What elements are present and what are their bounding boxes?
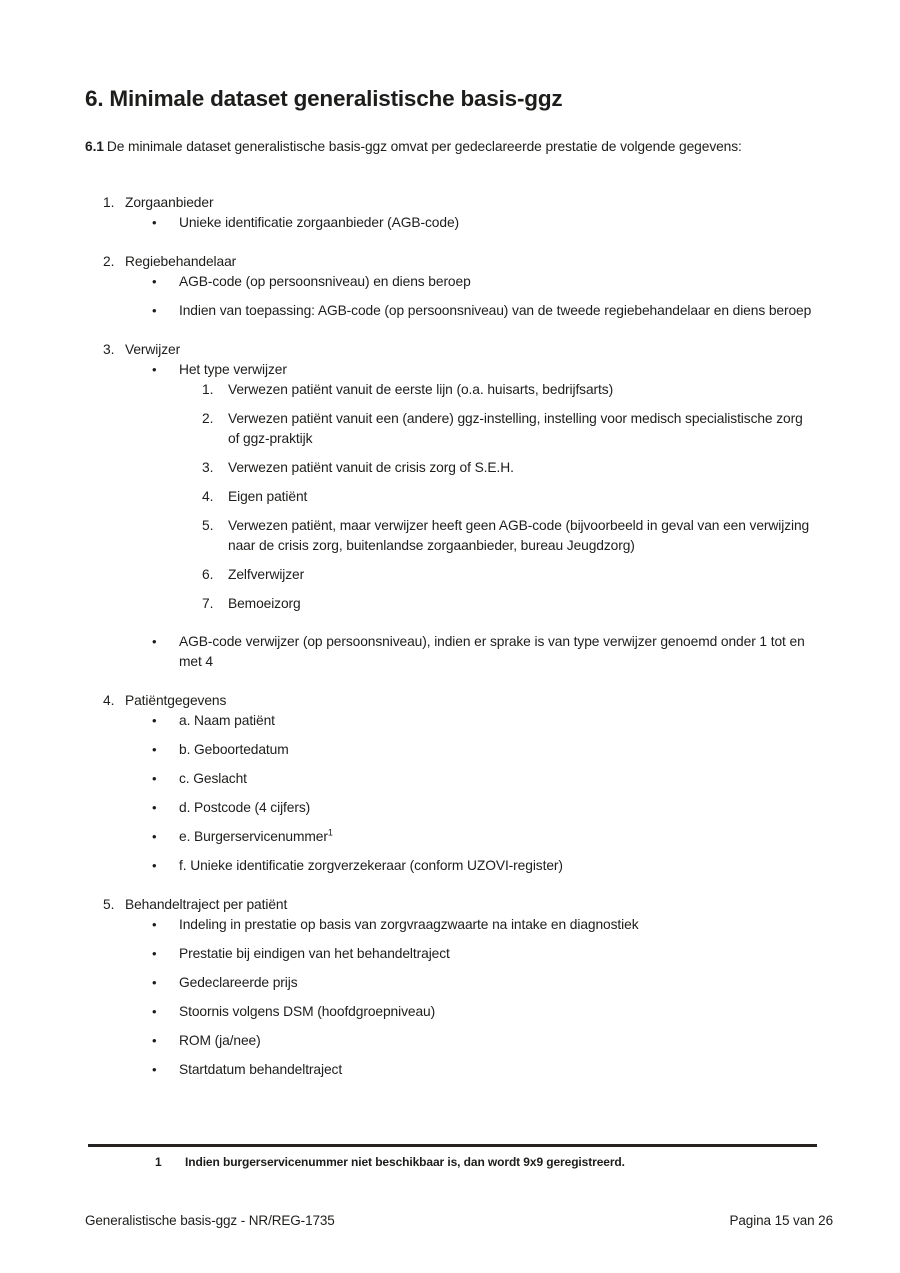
section-heading (85, 340, 817, 360)
sub-item-number: 6. (202, 567, 214, 582)
bullet-icon (152, 711, 179, 731)
bullet-text-line (179, 1031, 817, 1051)
intro-paragraph (85, 136, 817, 158)
bullet-icon (152, 827, 179, 847)
bullet-body (179, 360, 817, 623)
sub-item-text: Verwezen patiënt vanuit de eerste lijn (o.a. huisarts, bedrijfsarts) (228, 382, 614, 397)
sub-item-text: Zelfverwijzer (228, 567, 305, 582)
bullet-text: Het type verwijzer (179, 362, 287, 377)
footnote-marker: 1 (155, 1155, 162, 1169)
section-heading (85, 252, 817, 272)
bullet-body (179, 1031, 817, 1051)
bullet-text-line (179, 915, 817, 935)
bullet-body (179, 827, 817, 847)
section-label: Zorgaanbieder (125, 195, 214, 210)
footnote-divider (88, 1144, 817, 1147)
bullet-item (85, 798, 817, 818)
section-label: Behandeltraject per patiënt (125, 897, 288, 912)
bullet-icon (152, 1031, 179, 1051)
section-bullets (85, 915, 817, 1080)
bullet-icon (152, 213, 179, 233)
bullet-text: Indien van toepassing: AGB-code (op persoonsniveau) van de tweede regiebehandelaar en diens beroep (179, 303, 812, 318)
bullet-body (179, 973, 817, 993)
bullet-body (179, 944, 817, 964)
section-bullets (85, 711, 817, 876)
bullet-body (179, 915, 817, 935)
page-title: 6. Minimale dataset generalistische basis-ggz (85, 86, 563, 111)
bullet-icon (152, 740, 179, 760)
bullet-icon (152, 301, 179, 321)
bullet-body (179, 213, 817, 233)
bullet-item (85, 632, 817, 672)
sublist (179, 380, 817, 614)
bullet-text-line (179, 1002, 817, 1022)
bullet-text: a. Naam patiënt (179, 713, 275, 728)
bullet-text: Stoornis volgens DSM (hoofdgroepniveau) (179, 1004, 436, 1019)
bullet-item (85, 973, 817, 993)
section-label: Verwijzer (125, 342, 181, 357)
bullet-text: e. Burgerservicenummer (179, 829, 328, 844)
bullet-icon (152, 944, 179, 964)
bullet-icon (152, 360, 179, 623)
bullet-body (179, 1060, 817, 1080)
bullet-text: b. Geboortedatum (179, 742, 289, 757)
bullet-text: f. Unieke identificatie zorgverzekeraar (conform UZOVI-register) (179, 858, 563, 873)
bullet-text: Startdatum behandeltraject (179, 1062, 343, 1077)
sub-item-number: 7. (202, 596, 214, 611)
footer-document-reference: Generalistische basis-ggz - NR/REG-1735 (85, 1213, 335, 1228)
bullet-body (179, 798, 817, 818)
sub-item-number: 1. (202, 382, 214, 397)
section-number: 3. (103, 342, 115, 357)
footnote-reference: 1 (327, 827, 333, 838)
bullet-icon (152, 1060, 179, 1080)
bullet-icon (152, 798, 179, 818)
bullet-text-line (179, 272, 817, 292)
bullet-item (85, 827, 817, 847)
section-bullets (85, 360, 817, 672)
bullet-text: c. Geslacht (179, 771, 247, 786)
sub-list-item (179, 516, 817, 556)
bullet-text-line (179, 213, 817, 233)
sub-list-item (179, 409, 817, 449)
bullet-text: Indeling in prestatie op basis van zorgvraagzwaarte na intake en diagnostiek (179, 917, 639, 932)
bullet-text-line (179, 1060, 817, 1080)
bullet-item (85, 360, 817, 623)
sub-list-item (179, 458, 817, 478)
sub-item-text: Bemoeizorg (228, 596, 301, 611)
outline-section (85, 193, 817, 233)
footnote-text: Indien burgerservicenummer niet beschikbaar is, dan wordt 9x9 geregistreerd. (185, 1155, 625, 1169)
footer-page-number: Pagina 15 van 26 (729, 1213, 833, 1228)
bullet-text: Gedeclareerde prijs (179, 975, 298, 990)
sub-list-item (179, 594, 817, 614)
bullet-icon (152, 769, 179, 789)
section-label: Regiebehandelaar (125, 254, 237, 269)
footnote (85, 1154, 817, 1170)
bullet-icon (152, 272, 179, 292)
bullet-item (85, 213, 817, 233)
sub-item-number: 4. (202, 489, 214, 504)
section-heading (85, 895, 817, 915)
bullet-text-line (179, 301, 817, 321)
bullet-item (85, 856, 817, 876)
sub-item-number: 2. (202, 411, 214, 426)
bullet-body (179, 632, 817, 672)
intro-section-number: 6.1 (85, 139, 104, 154)
outline-section (85, 252, 817, 321)
bullet-item (85, 1031, 817, 1051)
section-number: 5. (103, 897, 115, 912)
bullet-item (85, 944, 817, 964)
bullet-body (179, 740, 817, 760)
bullet-body (179, 301, 817, 321)
bullet-item (85, 301, 817, 321)
bullet-body (179, 711, 817, 731)
document-content (85, 0, 817, 1080)
bullet-text-line (179, 632, 817, 672)
bullet-text: ROM (ja/nee) (179, 1033, 261, 1048)
bullet-icon (152, 632, 179, 672)
bullet-text-line (179, 944, 817, 964)
section-number: 4. (103, 693, 115, 708)
sub-list-item (179, 487, 817, 507)
section-bullets (85, 272, 817, 321)
bullet-body (179, 856, 817, 876)
outline (85, 193, 817, 1080)
section-label: Patiëntgegevens (125, 693, 227, 708)
bullet-text-line (179, 827, 817, 847)
outline-section (85, 691, 817, 876)
bullet-item (85, 711, 817, 731)
bullet-body (179, 1002, 817, 1022)
bullet-item (85, 1002, 817, 1022)
bullet-item (85, 769, 817, 789)
sub-item-text: Verwezen patiënt, maar verwijzer heeft geen AGB-code (bijvoorbeeld in geval van een verwijzing naar de crisis zorg, buitenlandse zorgaanbieder, bureau Jeugdzorg) (228, 518, 810, 553)
bullet-icon (152, 915, 179, 935)
bullet-text-line (179, 360, 817, 380)
sub-item-text: Eigen patiënt (228, 489, 308, 504)
page-footer (85, 1212, 833, 1230)
section-number: 1. (103, 195, 115, 210)
outline-section (85, 340, 817, 672)
outline-section (85, 895, 817, 1080)
intro-text: De minimale dataset generalistische basis-ggz omvat per gedeclareerde prestatie de volgende gegevens: (106, 139, 742, 154)
sub-item-number: 3. (202, 460, 214, 475)
bullet-text: d. Postcode (4 cijfers) (179, 800, 311, 815)
section-number: 2. (103, 254, 115, 269)
sub-item-text: Verwezen patiënt vanuit een (andere) ggz-instelling, instelling voor medisch specialistische zorg of ggz-praktijk (228, 411, 803, 446)
bullet-icon (152, 856, 179, 876)
bullet-text: Prestatie bij eindigen van het behandeltraject (179, 946, 450, 961)
section-heading (85, 691, 817, 711)
bullet-body (179, 272, 817, 292)
bullet-icon (152, 1002, 179, 1022)
bullet-text-line (179, 769, 817, 789)
bullet-text-line (179, 740, 817, 760)
sub-list-item (179, 565, 817, 585)
bullet-text-line (179, 711, 817, 731)
bullet-item (85, 272, 817, 292)
bullet-item (85, 915, 817, 935)
section-bullets (85, 213, 817, 233)
bullet-text-line (179, 973, 817, 993)
bullet-text: AGB-code verwijzer (op persoonsniveau), indien er sprake is van type verwijzer genoemd onder 1 tot en met 4 (179, 634, 805, 669)
bullet-text-line (179, 856, 817, 876)
bullet-text-line (179, 798, 817, 818)
bullet-item (85, 740, 817, 760)
bullet-icon (152, 973, 179, 993)
bullet-item (85, 1060, 817, 1080)
sub-item-text: Verwezen patiënt vanuit de crisis zorg of S.E.H. (228, 460, 514, 475)
sub-item-number: 5. (202, 518, 214, 533)
sub-list-item (179, 380, 817, 400)
bullet-text: Unieke identificatie zorgaanbieder (AGB-code) (179, 215, 460, 230)
section-heading (85, 193, 817, 213)
bullet-body (179, 769, 817, 789)
bullet-text: AGB-code (op persoonsniveau) en diens beroep (179, 274, 471, 289)
